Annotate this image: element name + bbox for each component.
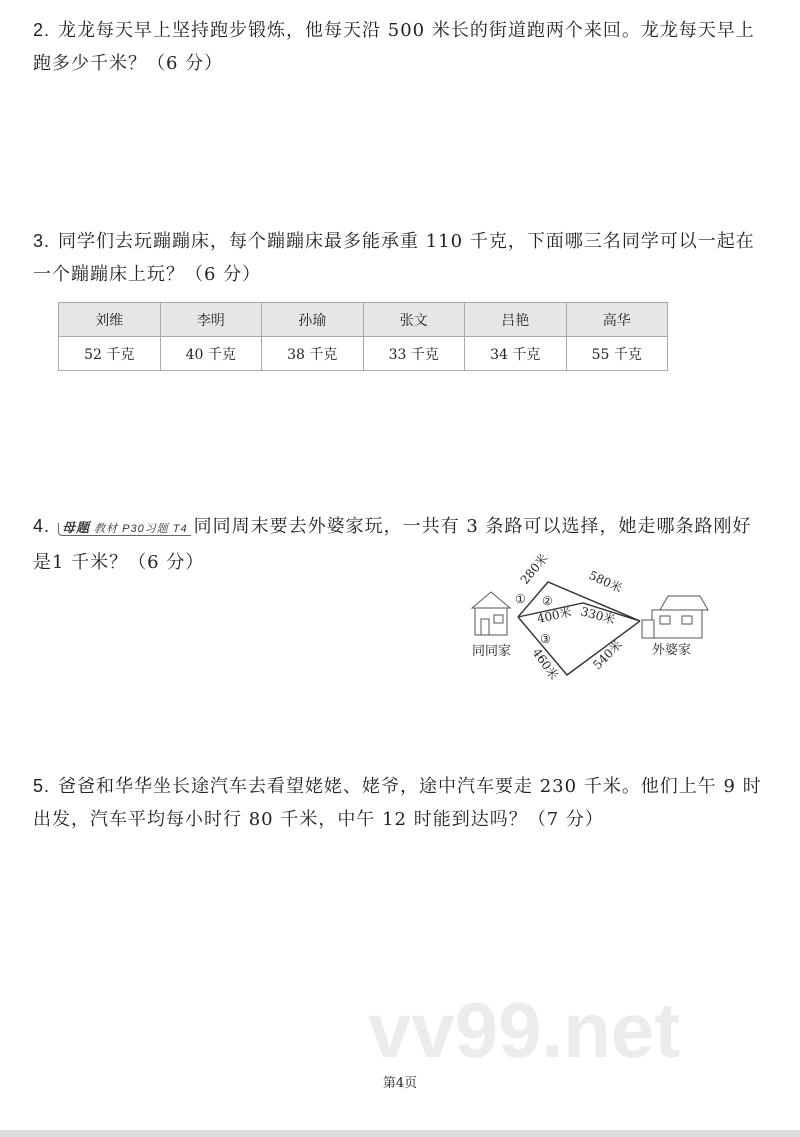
question-5: 5. 爸爸和华华坐长途汽车去看望姥姥、姥爷，途中汽车要走 230 千米。他们上午 9 时出发，汽车平均每小时行 80 千米，中午 12 时能到达吗？（7 分） xyxy=(33,776,762,830)
weight-cell: 33 千克 xyxy=(363,337,465,371)
weight-cell: 34 千克 xyxy=(465,337,567,371)
question-3: 3. 同学们去玩蹦蹦床，每个蹦蹦床最多能承重 110 千克，下面哪三名同学可以一起在一个蹦蹦床上玩？（6 分） xyxy=(33,231,755,285)
page-number: 第4页 xyxy=(382,1076,418,1091)
name-cell: 张文 xyxy=(363,303,465,337)
length-label: 330米 xyxy=(579,604,617,627)
weight-cell: 38 千克 xyxy=(262,337,364,371)
length-label: 460米 xyxy=(529,645,562,683)
name-cell: 刘维 xyxy=(59,303,161,337)
question-4: 4. 母题 教材 P30习题 T4 同同周末要去外婆家玩，一共有 3 条路可以选择，她走哪条路刚好是1 千米？（6 分） xyxy=(33,516,752,573)
route-2-label: ② xyxy=(542,594,553,608)
route-1-label: ① xyxy=(515,592,526,606)
home-label: 同同家 xyxy=(472,644,512,659)
grandma-house-icon xyxy=(642,596,708,638)
grandma-label: 外婆家 xyxy=(652,643,692,658)
source-tag: 母题 教材 P30习题 T4 xyxy=(58,523,191,536)
length-label: 280米 xyxy=(517,551,551,587)
name-cell: 孙瑜 xyxy=(262,303,364,337)
weight-cell: 55 千克 xyxy=(566,337,668,371)
length-label: 580米 xyxy=(586,568,625,596)
route-3-label: ③ xyxy=(540,632,551,646)
route-diagram xyxy=(460,540,740,700)
length-label: 540米 xyxy=(590,637,625,673)
bottom-bar xyxy=(0,1130,800,1137)
length-label: 400米 xyxy=(535,604,573,626)
name-cell: 吕艳 xyxy=(465,303,567,337)
weight-cell: 52 千克 xyxy=(59,337,161,371)
weight-table xyxy=(58,302,668,371)
name-cell: 高华 xyxy=(566,303,668,337)
home-house-icon xyxy=(472,592,510,635)
question-2: 2. 龙龙每天早上坚持跑步锻炼，他每天沿 500 米长的街道跑两个来回。龙龙每天早上跑多少千米？（6 分） xyxy=(33,20,755,74)
name-cell: 李明 xyxy=(160,303,262,337)
weight-cell: 40 千克 xyxy=(160,337,262,371)
watermark: vv99.net xyxy=(368,986,681,1074)
